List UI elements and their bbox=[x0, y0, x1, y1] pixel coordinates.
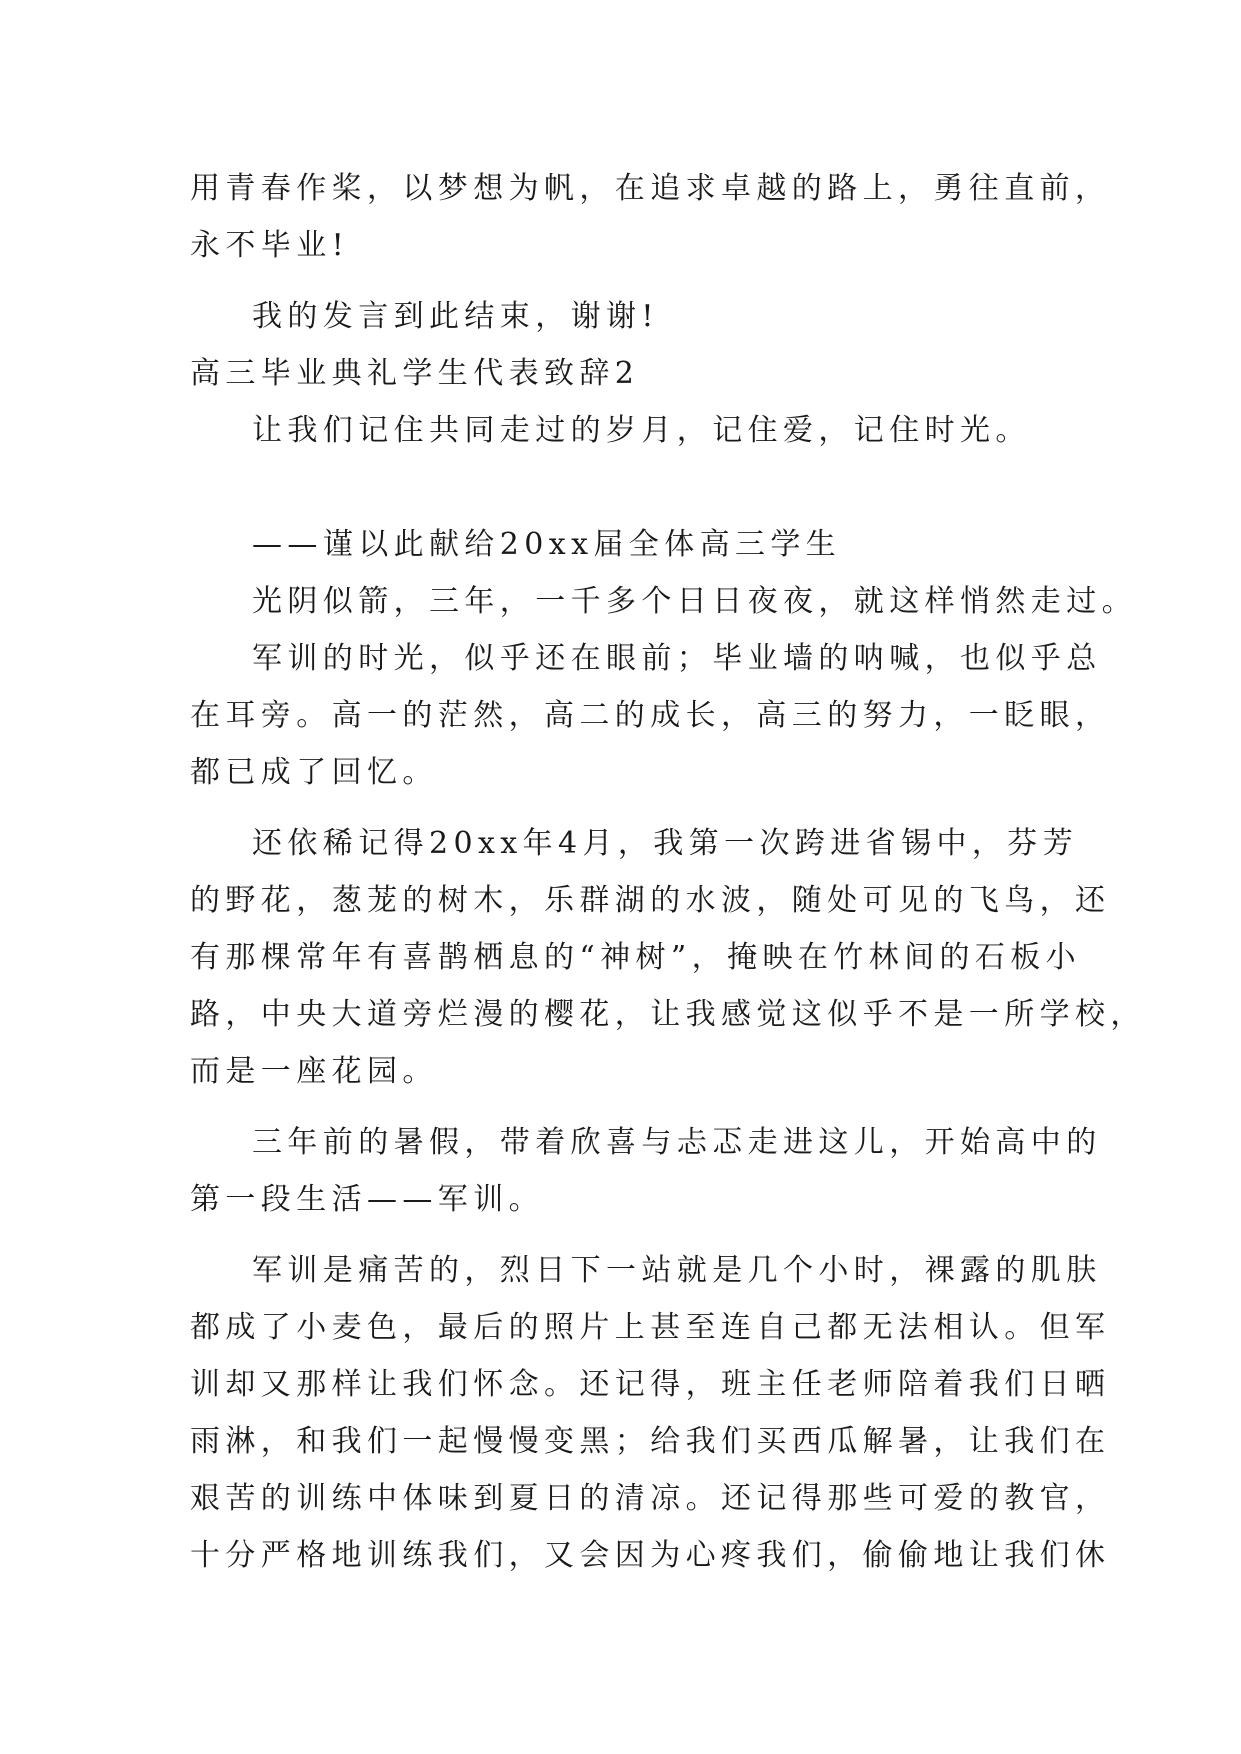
text-line: 雨淋，和我们一起慢慢变黑；给我们买西瓜解暑，让我们在 bbox=[190, 1424, 1111, 1459]
text-line: 在耳旁。高一的茫然，高二的成长，高三的努力，一眨眼， bbox=[190, 698, 1111, 733]
text-line: 军训是痛苦的，烈日下一站就是几个小时，裸露的肌肤 bbox=[252, 1253, 1102, 1288]
line-gap bbox=[190, 1228, 1050, 1242]
text-line: 光阴似箭，三年，一千多个日日夜夜，就这样悄然走过。 bbox=[252, 584, 1137, 619]
text-line: 有那棵常年有喜鹊栖息的“神树”，掩映在竹林间的石板小 bbox=[190, 940, 1082, 975]
document-body bbox=[190, 160, 1146, 1584]
text-line: 第一段生活——军训。 bbox=[190, 1182, 544, 1217]
text-line: 用青春作桨，以梦想为帆，在追求卓越的路上，勇往直前， bbox=[190, 171, 1111, 206]
text-line: 而是一座花园。 bbox=[190, 1054, 438, 1089]
text-line: 还依稀记得20xx年4月，我第一次跨进省锡中，芬芳 bbox=[252, 826, 1079, 861]
section-heading: 高三毕业典礼学生代表致辞2 bbox=[190, 356, 640, 391]
line-gap bbox=[190, 1100, 1050, 1114]
line-gap bbox=[190, 274, 1050, 288]
text-line: 军训的时光，似乎还在眼前；毕业墙的呐喊，也似乎总 bbox=[252, 641, 1102, 676]
text-line: 都成了小麦色，最后的照片上甚至连自己都无法相认。但军 bbox=[190, 1310, 1111, 1345]
text-line: 十分严格地训练我们，又会因为心疼我们，偷偷地让我们休 bbox=[190, 1538, 1111, 1573]
dedication-line: ——谨以此献给20xx届全体高三学生 bbox=[252, 527, 842, 562]
text-line: 让我们记住共同走过的岁月，记住爱，记住时光。 bbox=[252, 413, 1031, 448]
blank-line bbox=[190, 459, 1050, 516]
text-line: 永不毕业! bbox=[190, 228, 350, 263]
text-line: 训却又那样让我们怀念。还记得，班主任老师陪着我们日晒 bbox=[190, 1367, 1111, 1402]
text-line: 艰苦的训练中体味到夏日的清凉。还记得那些可爱的教官， bbox=[190, 1481, 1111, 1516]
line-gap bbox=[190, 801, 1050, 815]
text-line: 的野花，葱茏的树木，乐群湖的水波，随处可见的飞鸟，还 bbox=[190, 883, 1111, 918]
closing-remark: 我的发言到此结束，谢谢! bbox=[252, 299, 659, 334]
text-line: 路，中央大道旁烂漫的樱花，让我感觉这似乎不是一所学校， bbox=[190, 997, 1146, 1032]
text-line: 都已成了回忆。 bbox=[190, 755, 438, 790]
text-line: 三年前的暑假，带着欣喜与忐忑走进这儿，开始高中的 bbox=[252, 1125, 1102, 1160]
